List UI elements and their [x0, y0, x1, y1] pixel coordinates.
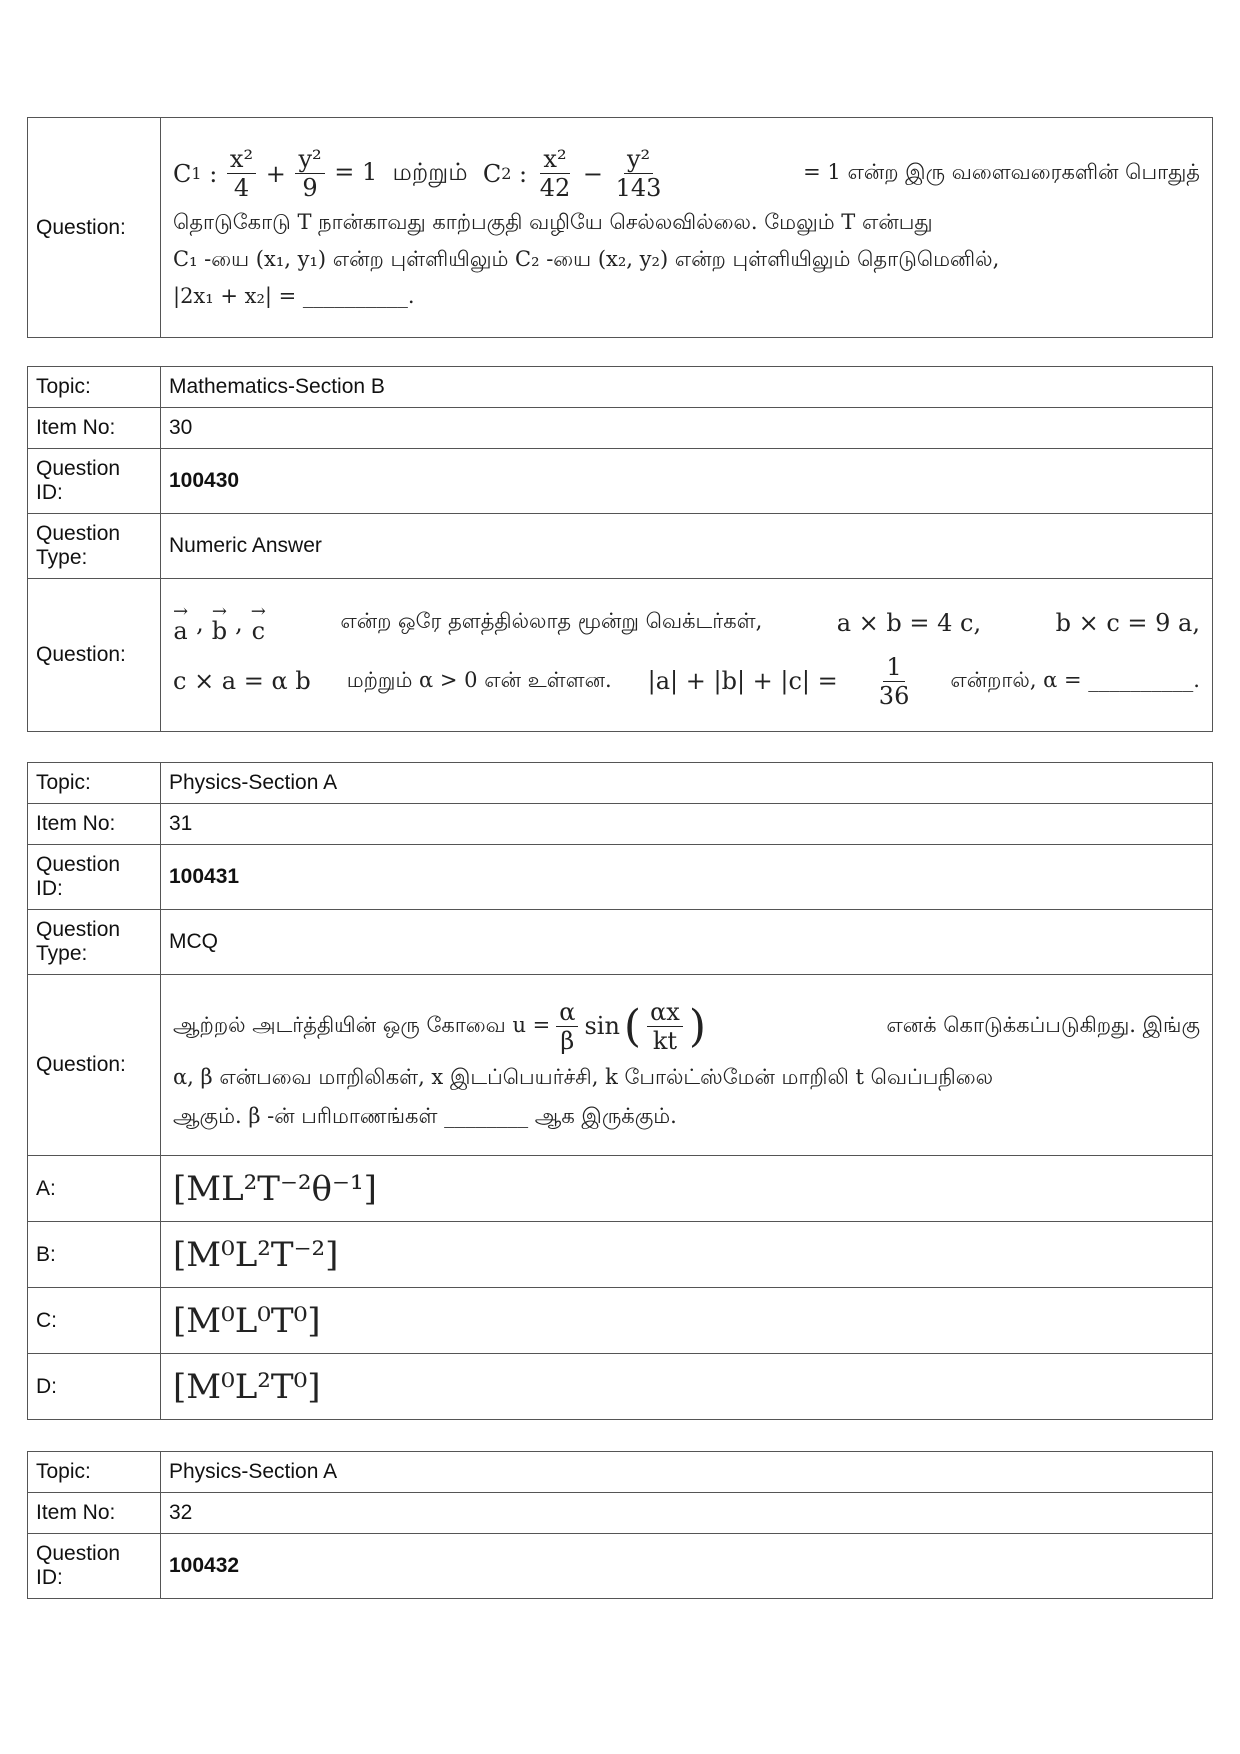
question-block-29	[27, 117, 1213, 338]
line-tail: என்றால், α = __________.	[950, 667, 1200, 692]
option-d-label: D:	[28, 1354, 161, 1420]
option-c-label: C:	[28, 1288, 161, 1354]
question-line-1: ஆற்றல் அடர்த்தியின் ஒரு கோவை u = $\frac{\alpha}{\beta}$ sin ( $\frac{\alpha x}{kt}$ ) எனக் கொடுக்கப்படுகிறது. இங்கு	[173, 997, 1200, 1055]
sin-function: sin	[584, 1012, 620, 1040]
question-label: Question:	[28, 579, 161, 732]
curve-c1: C	[173, 159, 192, 188]
topic-value: Physics-Section A	[161, 1452, 1213, 1493]
question-content	[161, 118, 1213, 338]
cross-product-3: c × a = α b	[173, 667, 311, 695]
fraction-ax-kt: $\frac{\alpha x}{kt}$	[647, 1000, 683, 1053]
question-line-2	[173, 652, 1200, 710]
question-line-2: தொடுகோடு T நான்காவது காற்பகுதி வழியே செல்லவில்லை. மேலும் T என்பது	[173, 210, 933, 234]
item-no-label: Item No:	[28, 804, 161, 845]
question-label: Question:	[28, 118, 161, 338]
minus-sign: −	[575, 159, 611, 188]
question-line-3: C₁ -யை (x₁, y₁) என்ற புள்ளியிலும் C₂ -யை (x₂, y₂) என்ற புள்ளியிலும் தொடுமெனில்,	[173, 247, 1000, 271]
colon: :	[201, 159, 225, 188]
question-id-label: Question ID:	[28, 449, 161, 514]
plus-sign: +	[258, 159, 294, 188]
fraction: $\frac{\text{x²}}{42}$	[539, 145, 571, 202]
question-type-value: MCQ	[161, 910, 1213, 975]
curve-c2: C	[482, 159, 502, 188]
question-content	[161, 579, 1213, 732]
item-no-value: 32	[161, 1493, 1213, 1534]
topic-label: Topic:	[28, 367, 161, 408]
question-line-1	[173, 147, 1200, 200]
curve-c2-sub: 2	[501, 164, 512, 183]
line-text: மற்றும் α > 0 என் உள்ளன.	[346, 667, 612, 692]
option-a-value: [ML²T⁻²θ⁻¹]	[161, 1156, 1213, 1222]
line-tail: = 1 என்ற இரு வளைவரைகளின் பொதுத்	[803, 160, 1200, 184]
question-id-value: 100432	[161, 1534, 1213, 1599]
equals-and: = 1 மற்றும்	[326, 158, 483, 186]
question-id-value: 100431	[161, 845, 1213, 910]
topic-label: Topic:	[28, 1452, 161, 1493]
question-line-1: → a , → b , → c என்ற ஒரே தளத்தில்லாத மூன்று வெக்டர்கள், a × b = 4 c, b × c = 9 a,	[173, 600, 1200, 645]
option-d-value: [M⁰L²T⁰]	[161, 1354, 1213, 1420]
question-content	[161, 975, 1213, 1156]
item-no-value: 31	[161, 804, 1213, 845]
question-id-label: Question ID:	[28, 1534, 161, 1599]
curve-c1-sub: 1	[191, 164, 202, 183]
colon: :	[511, 159, 535, 188]
option-b-label: B:	[28, 1222, 161, 1288]
item-no-label: Item No:	[28, 408, 161, 449]
line-text: என்ற ஒரே தளத்தில்லாத மூன்று வெக்டர்கள்,	[340, 609, 763, 633]
item-no-label: Item No:	[28, 1493, 161, 1534]
topic-label: Topic:	[28, 763, 161, 804]
question-type-value: Numeric Answer	[161, 514, 1213, 579]
fraction-1-36: $\frac{1}{36}$	[878, 652, 910, 710]
question-block-32	[27, 1451, 1213, 1599]
question-line-4: |2x₁ + x₂| = __________.	[173, 284, 415, 308]
question-line-3: ஆகும். β -ன் பரிமாணங்கள் ________ ஆக இருக்கும்.	[173, 1103, 677, 1128]
fraction: $\frac{\text{y²}}{9}$	[295, 147, 324, 200]
question-block-31	[27, 762, 1213, 1420]
option-c-value: [M⁰L⁰T⁰]	[161, 1288, 1213, 1354]
option-a-label: A:	[28, 1156, 161, 1222]
option-b-value: [M⁰L²T⁻²]	[161, 1222, 1213, 1288]
fraction: $\frac{\text{x²}}{4}$	[227, 147, 256, 200]
line-text: ஆற்றல் அடர்த்தியின் ஒரு கோவை u =	[173, 1012, 551, 1037]
fraction-alpha-beta: $\frac{\alpha}{\beta}$	[556, 1000, 578, 1053]
cross-product-1: a × b = 4 c,	[836, 608, 982, 637]
magnitude-sum: |a| + |b| + |c| =	[647, 667, 838, 695]
question-type-label: Question Type:	[28, 514, 161, 579]
question-line-2: α, β என்பவை மாறிலிகள், x இடப்பெயர்ச்சி, k போல்ட்ஸ்மேன் மாறிலி t வெப்பநிலை	[173, 1064, 994, 1089]
question-id-value: 100430	[161, 449, 1213, 514]
cross-product-2: b × c = 9 a,	[1055, 608, 1200, 637]
topic-value: Mathematics-Section B	[161, 367, 1213, 408]
question-type-label: Question Type:	[28, 910, 161, 975]
question-block-30	[27, 366, 1213, 732]
question-label: Question:	[28, 975, 161, 1156]
vector-c: → c	[250, 600, 266, 645]
line-tail: எனக் கொடுக்கப்படுகிறது. இங்கு	[886, 1012, 1200, 1037]
question-id-label: Question ID:	[28, 845, 161, 910]
vector-a: → a	[173, 600, 189, 645]
topic-value: Physics-Section A	[161, 763, 1213, 804]
item-no-value: 30	[161, 408, 1213, 449]
fraction: $\frac{\text{y²}}{143}$	[615, 145, 662, 202]
vector-b: → b	[211, 600, 228, 645]
